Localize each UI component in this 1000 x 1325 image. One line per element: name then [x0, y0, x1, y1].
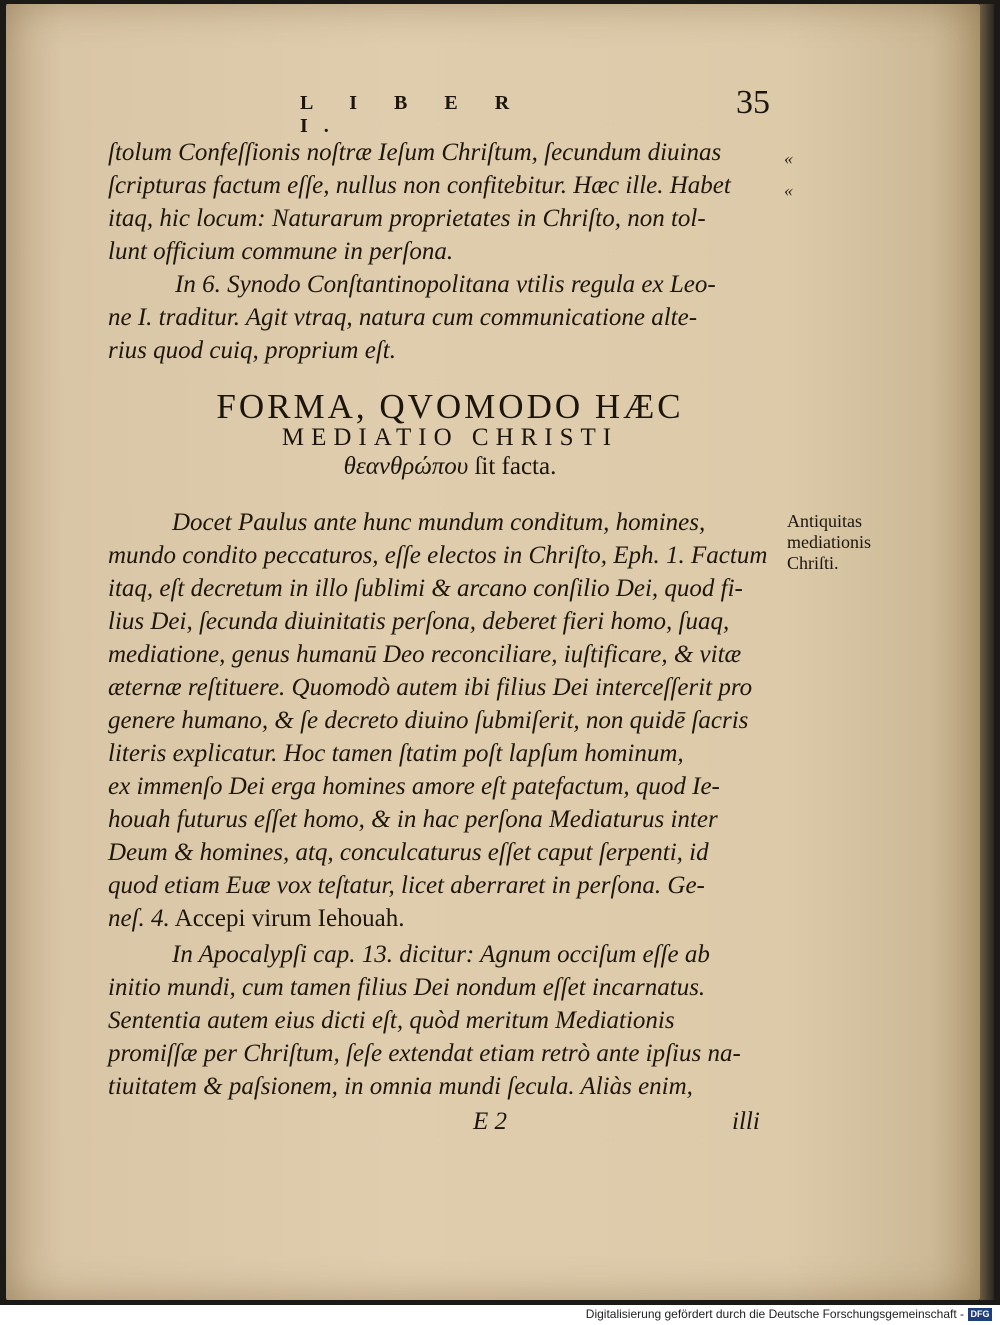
bible-quote: Accepi virum Iehouah.: [174, 905, 405, 932]
section-heading-line-1: FORMA, QVOMODO HÆC: [216, 387, 684, 426]
quote-mark: «: [784, 180, 793, 200]
text-line: mundo condito peccaturos, eſſe electos in Chriſto, Eph. 1. Factum: [108, 542, 768, 569]
marginal-note: [787, 511, 907, 574]
catchword: illi: [732, 1108, 760, 1135]
heading-latin-text: ſit facta.: [474, 453, 557, 480]
text-line: mediatione, genus humanū Deo reconciliare, iuſtificare, & vitæ: [108, 641, 742, 668]
section-heading-line-3: [100, 453, 800, 481]
text-line: In 6. Synodo Conſtantinopolitana vtilis regula ex Leo-: [175, 271, 716, 298]
dfg-logo-icon: DFG: [968, 1308, 992, 1321]
text-line: rius quod cuiq, proprium eſt.: [108, 337, 396, 364]
text-line: ſcripturas factum eſſe, nullus non confitebitur. Hæc ille. Habet: [108, 172, 731, 199]
text-line: lunt officium commune in perſona.: [108, 238, 454, 265]
text-line: promiſſæ per Chriſtum, ſeſe extendat etiam retrò ante ipſius na-: [108, 1040, 741, 1067]
page-number: 35: [736, 84, 770, 121]
greek-word: θεανθρώπου: [343, 453, 469, 480]
bible-reference: neſ. 4.: [108, 905, 170, 932]
text-line: In Apocalypſi cap. 13. dicitur: Agnum occiſum eſſe ab: [172, 941, 710, 968]
text-line: [108, 904, 773, 934]
text-line: genere humano, & ſe decreto diuino ſubmiſerit, non quidē ſacris: [108, 707, 749, 734]
text-line: Docet Paulus ante hunc mundum conditum, homines,: [172, 509, 706, 536]
text-line: ſtolum Confeſſionis noſtræ Ieſum Chriſtum, ſecundum diuinas: [108, 139, 722, 166]
section-heading-line-2: MEDIATIO CHRISTI: [281, 424, 619, 451]
text-line: lius Dei, ſecunda diuinitatis perſona, deberet fieri homo, ſuaq,: [108, 608, 730, 635]
text-line: itaq, eſt decretum in illo ſublimi & arcano conſilio Dei, quod fi-: [108, 575, 743, 602]
running-head: L I B E R I.: [300, 92, 526, 137]
text-line: æternæ reſtituere. Quomodò autem ibi filius Dei interceſſerit pro: [108, 674, 753, 701]
text-line: literis explicatur. Hoc tamen ſtatim poſt lapſum hominum,: [108, 740, 684, 767]
marginal-note-line: Chriſti.: [787, 553, 839, 573]
marginal-note-line: Antiquitas: [787, 511, 862, 531]
signature-mark: E 2: [473, 1108, 508, 1135]
quote-mark: «: [784, 148, 793, 168]
text-line: initio mundi, cum tamen filius Dei nondum eſſet incarnatus.: [108, 974, 706, 1001]
text-line: Deum & homines, atq, conculcaturus eſſet caput ſerpenti, id: [108, 839, 709, 866]
text-line: Sententia autem eius dicti eſt, quòd meritum Mediationis: [108, 1007, 675, 1034]
page-edge-shadow: [980, 4, 994, 1300]
text-line: tiuitatem & paſsionem, in omnia mundi ſecula. Aliàs enim,: [108, 1073, 693, 1100]
text-line: houah futurus eſſet homo, & in hac perſona Mediaturus inter: [108, 806, 718, 833]
text-line: itaq, hic locum: Naturarum proprietates in Chriſto, non tol-: [108, 205, 706, 232]
text-line: ex immenſo Dei erga homines amore eſt patefactum, quod Ie-: [108, 773, 720, 800]
marginal-note-line: mediationis: [787, 532, 871, 552]
footer-credit-text: Digitalisierung gefördert durch die Deutsche Forschungsgemeinschaft -: [585, 1307, 964, 1321]
footer-bar: [0, 1305, 1000, 1325]
text-line: quod etiam Euæ vox teſtatur, licet aberraret in perſona. Ge-: [108, 872, 705, 899]
text-line: ne I. traditur. Agit vtraq, natura cum communicatione alte-: [108, 304, 698, 331]
